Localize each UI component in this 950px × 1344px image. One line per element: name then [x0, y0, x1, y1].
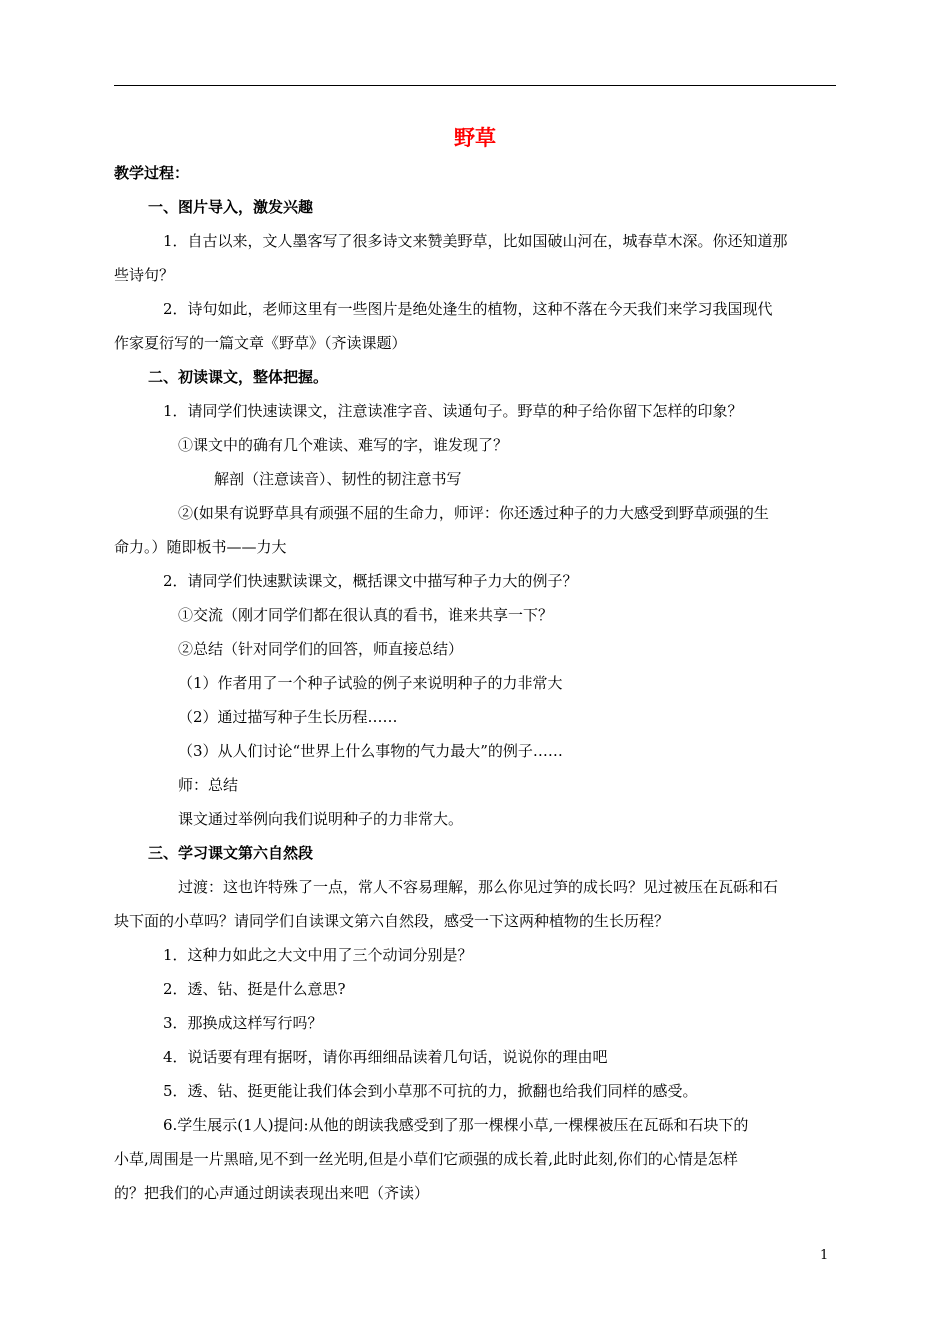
paragraph-line: 2．请同学们快速默读课文，概括课文中描写种子力大的例子？ — [163, 572, 578, 590]
paragraph-line: ②(如果有说野草具有顽强不屈的生命力，师评：你还透过种子的力大感受到野草顽强的生 — [178, 504, 769, 522]
paragraph-line: ②总结（针对同学们的回答，师直接总结） — [178, 640, 464, 658]
paragraph-line: （2）通过描写种子生长历程…… — [178, 708, 398, 726]
section-heading-2: 二、初读课文，整体把握。 — [148, 368, 329, 386]
paragraph-line: 解剖（注意读音）、韧性的韧注意书写 — [214, 470, 462, 488]
paragraph-line: 5．透、钻、挺更能让我们体会到小草那不可抗的力，掀翻也给我们同样的感受。 — [163, 1082, 698, 1100]
paragraph-line: 6.学生展示(1人)提问:从他的朗读我感受到了那一棵棵小草,一棵棵被压在瓦砾和石块下的 — [163, 1116, 749, 1134]
paragraph-line: 4．说话要有理有据呀，请你再细细品读着几句话，说说你的理由吧 — [163, 1048, 608, 1066]
paragraph-line: 命力。）随即板书——力大 — [114, 538, 287, 556]
paragraph-line: 师：总结 — [178, 776, 239, 794]
paragraph-line: 作家夏衍写的一篇文章《野草》（齐读课题） — [114, 334, 407, 352]
paragraph-line: 的？把我们的心声通过朗读表现出来吧（齐读） — [114, 1184, 430, 1202]
paragraph-line: 小草,周围是一片黑暗,见不到一丝光明,但是小草们它顽强的成长着,此时此刻,你们的心情是怎样 — [114, 1150, 738, 1168]
section-heading-1: 一、图片导入，激发兴趣 — [148, 198, 314, 216]
paragraph-line: 块下面的小草吗？请同学们自读课文第六自然段，感受一下这两种植物的生长历程？ — [114, 912, 670, 930]
header-rule — [114, 85, 836, 86]
paragraph-line: ①交流（刚才同学们都在很认真的看书，谁来共享一下？ — [178, 606, 554, 624]
page-number: 1 — [820, 1248, 829, 1263]
paragraph-line: 课文通过举例向我们说明种子的力非常大。 — [178, 810, 464, 828]
paragraph-line: （3）从人们讨论“世界上什么事物的气力最大”的例子…… — [178, 742, 563, 760]
paragraph-line: 些诗句？ — [114, 266, 175, 284]
paragraph-line: 过渡：这也许特殊了一点，常人不容易理解，那么你见过笋的成长吗？见过被压在瓦砾和石 — [178, 878, 779, 896]
section-label: 教学过程： — [114, 164, 190, 182]
paragraph-line: ①课文中的确有几个难读、难写的字，谁发现了？ — [178, 436, 509, 454]
paragraph-line: 1．自古以来，文人墨客写了很多诗文来赞美野草，比如国破山河在，城春草木深。你还知道那 — [163, 232, 788, 250]
section-heading-3: 三、学习课文第六自然段 — [148, 844, 314, 862]
paragraph-line: 1．这种力如此之大文中用了三个动词分别是？ — [163, 946, 473, 964]
paragraph-line: （1）作者用了一个种子试验的例子来说明种子的力非常大 — [178, 674, 563, 692]
paragraph-line: 2．透、钻、挺是什么意思? — [163, 980, 346, 998]
page-title: 野草 — [454, 126, 496, 150]
paragraph-line: 2．诗句如此，老师这里有一些图片是绝处逢生的植物，这种不落在今天我们来学习我国现代 — [163, 300, 773, 318]
paragraph-line: 3．那换成这样写行吗？ — [163, 1014, 323, 1032]
paragraph-line: 1．请同学们快速读课文，注意读准字音、读通句子。野草的种子给你留下怎样的印象？ — [163, 402, 743, 420]
